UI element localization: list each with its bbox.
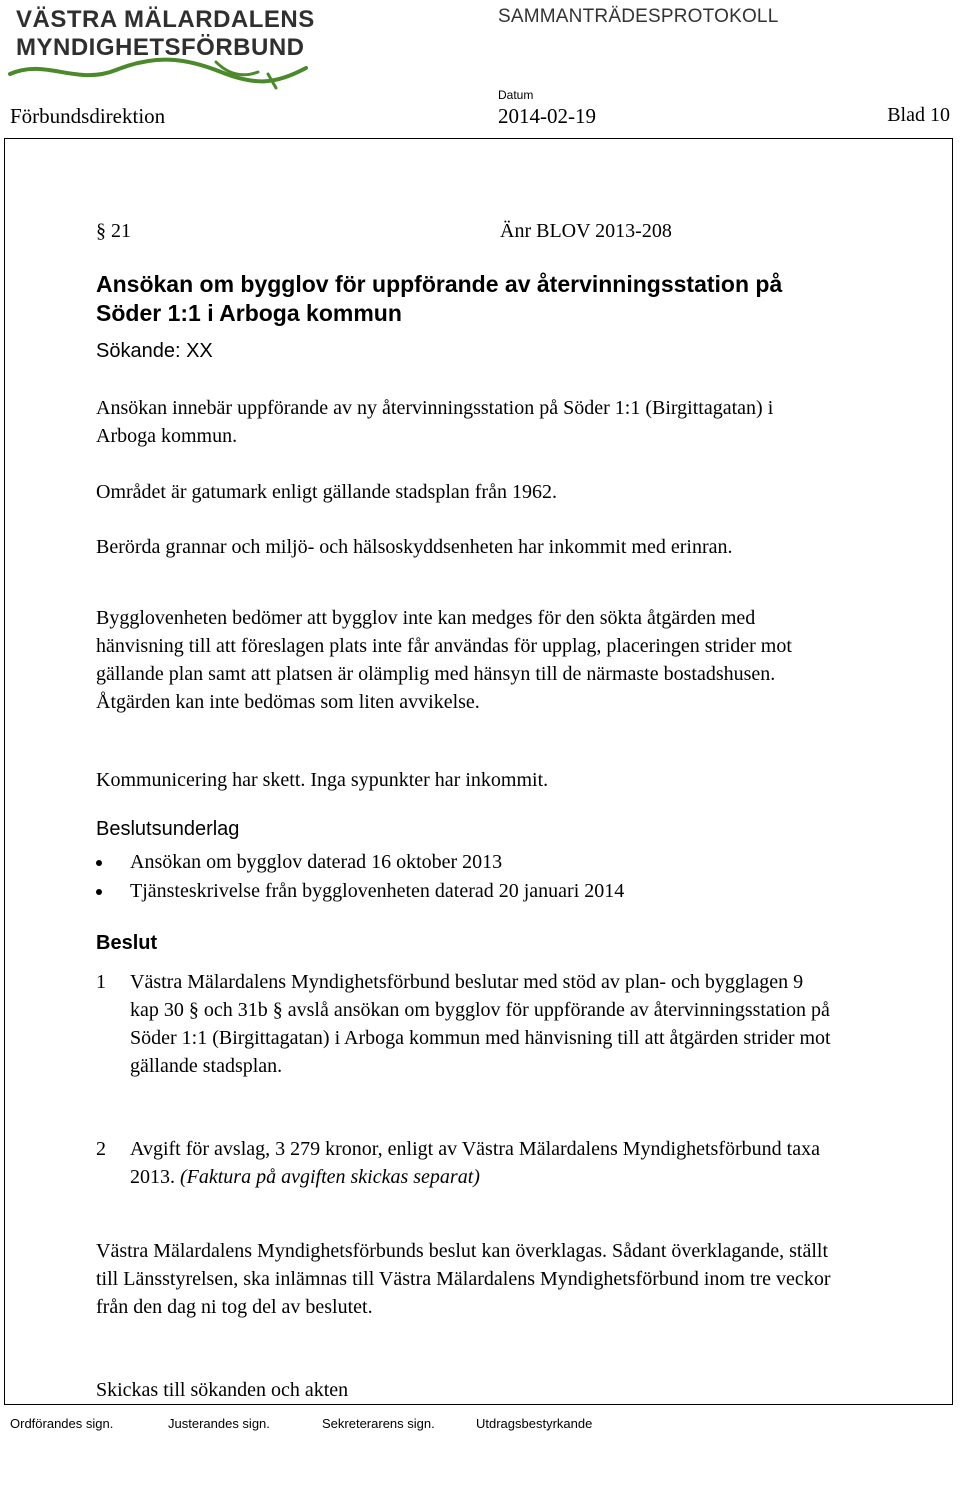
extract-certification-label: Utdragsbestyrkande: [476, 1416, 593, 1431]
decision-text-wrap: [130, 1135, 836, 1191]
invoice-note: (Faktura på avgiften skickas separat): [180, 1166, 480, 1188]
paragraph-application: Ansökan innebär uppförande av ny återvinningsstation på Söder 1:1 (Birgittagatan) i Arboga kommun.: [96, 397, 774, 447]
paragraph-communication: Kommunicering har skett. Inga sypunkter har inkommit.: [96, 769, 549, 791]
decision-number: 2: [96, 1138, 106, 1160]
decision-item-1: [96, 968, 836, 1080]
decision-text: Västra Mälardalens Myndighetsförbund beslutar med stöd av plan- och bygglagen 9 kap 30 § och 31b § avslå ansökan om bygglov för uppförande av återvinningsstation på Söder 1:1 (Birgittagatan) i Arboga kommun med hänvisning till att åtgärden strider mot gällande stadsplan.: [130, 971, 831, 1077]
logo-line-1: VÄSTRA MÄLARDALENS: [16, 6, 315, 33]
decision-heading: Beslut: [96, 932, 158, 954]
date-label: Datum: [498, 88, 534, 102]
basis-item-2: Tjänsteskrivelse från bygglovenheten daterad 20 januari 2014: [130, 880, 625, 902]
board-name: Förbundsdirektion: [10, 104, 166, 128]
document-type: SAMMANTRÄDESPROTOKOLL: [498, 6, 779, 27]
sent-to: Skickas till sökanden och akten: [96, 1379, 349, 1401]
appeal-paragraph: Västra Mälardalens Myndighetsförbunds beslut kan överklagas. Sådant överklagande, ställt till Länsstyrelsen, ska inlämnas till Västra Mälardalens Myndighetsförbund inom tre veckor från den dag ni tog del av beslutet.: [96, 1240, 831, 1318]
paragraph-assessment: Bygglovenheten bedömer att bygglov inte kan medges för den sökta åtgärden med hänvisning till att föreslagen plats inte får användas för upplag, placeringen strider mot gällande plan samt att platsen är olämplig med hänsyn till de närmaste bostadshusen. Åtgärden kan inte bedömas som liten avvikelse.: [96, 607, 792, 713]
paragraph-number: § 21: [96, 220, 131, 242]
bullet-icon: [96, 889, 102, 895]
paragraph-zoning: Området är gatumark enligt gällande stadsplan från 1962.: [96, 481, 557, 503]
bullet-icon: [96, 860, 102, 866]
logo-line-2: MYNDIGHETSFÖRBUND: [16, 34, 305, 61]
case-number: Änr BLOV 2013-208: [500, 220, 672, 242]
organization-logo: [6, 2, 326, 94]
basis-item-1: Ansökan om bygglov daterad 16 oktober 2013: [130, 851, 503, 873]
adjuster-signature-label: Justerandes sign.: [168, 1416, 270, 1431]
decision-number: 1: [96, 971, 106, 993]
decision-item-2: [96, 1135, 836, 1191]
secretary-signature-label: Sekreterarens sign.: [322, 1416, 435, 1431]
logo-swoosh-icon: [6, 56, 326, 90]
decision-text: Avgift för avslag, 3 279 kronor, enligt av Västra Mälardalens Myndighetsförbund taxa 2013.: [130, 1138, 820, 1188]
basis-heading: Beslutsunderlag: [96, 818, 240, 840]
meeting-date: 2014-02-19: [498, 104, 596, 128]
case-title: Ansökan om bygglov för uppförande av återvinningsstation på Söder 1:1 i Arboga kommun: [96, 271, 783, 326]
sheet-number: Blad 10: [887, 104, 950, 126]
paragraph-neighbours: Berörda grannar och miljö- och hälsoskyddsenheten har inkommit med erinran.: [96, 536, 733, 558]
applicant: Sökande: XX: [96, 340, 213, 362]
chair-signature-label: Ordförandes sign.: [10, 1416, 114, 1431]
